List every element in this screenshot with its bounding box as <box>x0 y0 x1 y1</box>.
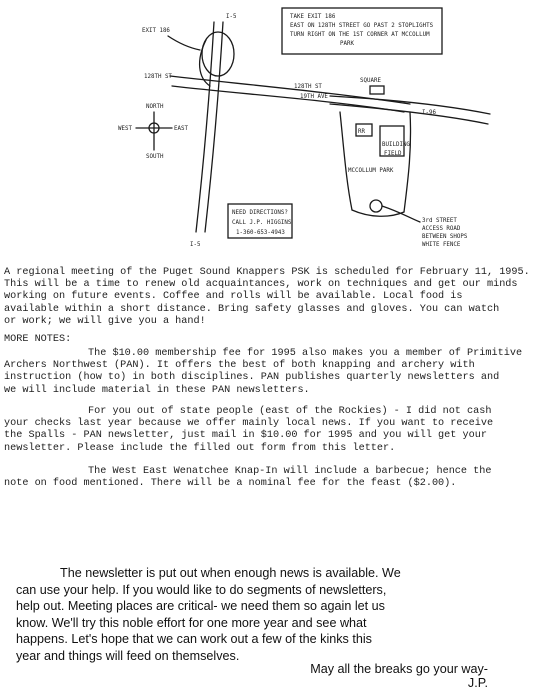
intro-line: A regional meeting of the Puget Sound Knappers PSK is scheduled for February 11, 1995. <box>4 267 530 278</box>
highway-south-line <box>330 104 488 124</box>
note-line: Archers Northwest (PAN). It offers the best of both knapping and archery with <box>4 360 475 372</box>
note-line: we will include material in these PAN newsletters. <box>4 384 310 396</box>
note-line: newsletter. Please include the filled out form from this letter. <box>4 442 396 454</box>
closing-line: happens. Let's hope that we can work out a few of the kinks this <box>16 632 372 647</box>
i5-freeway-west-line <box>196 22 214 232</box>
compass-north: NORTH <box>146 104 164 110</box>
compass-west: WEST <box>118 126 132 132</box>
park-marker <box>370 200 382 212</box>
exit-arrow <box>168 36 200 50</box>
note-line: the Spalls - PAN newsletter, just mail in $10.00 for 1995 and you will get your <box>4 430 487 442</box>
i5-south-label: I-5 <box>190 242 201 248</box>
street-128-sub-label: 19TH AVE <box>300 94 328 100</box>
park-label-rr: RR <box>358 129 365 135</box>
park-label-building: BUILDING <box>382 142 410 148</box>
park-road-west <box>340 112 352 210</box>
annotation-line-2: ACCESS ROAD <box>422 226 461 232</box>
signature: J.P. <box>467 676 488 690</box>
annotation-arrow <box>382 206 420 222</box>
signoff: May all the breaks go your way- <box>310 662 488 676</box>
intro-line: working on future events. Coffee and rolls will be available. Local food is <box>4 291 463 303</box>
closing-line: can use your help. If you would like to do segments of newsletters, <box>16 582 387 597</box>
intro-paragraph <box>4 267 548 328</box>
compass-east: EAST <box>174 126 188 132</box>
legend-line-3: TURN RIGHT ON THE 1ST CORNER AT MCCOLLUM <box>290 32 430 38</box>
note-knap-in <box>4 466 548 490</box>
closing-paragraph <box>16 565 516 665</box>
park-road-east <box>404 112 411 212</box>
annotation-line-3: BETWEEN SHOPS <box>422 234 468 240</box>
intro-line: available within a short distance. Bring safety glasses and gloves. You can watch <box>4 303 500 315</box>
park-label-field: FIELD <box>384 151 402 157</box>
directions-line-2: CALL J.P. HIGGINS <box>232 220 292 226</box>
note-line: The West East Wenatchee Knap-In will include a barbecue; hence the <box>88 466 492 477</box>
intro-line: This will be a time to renew old acquaintances, work on techniques and get our minds <box>4 279 518 291</box>
street-128-road-label: 128TH ST <box>294 84 322 90</box>
note-line: For you out of state people (east of the Rockies) - I did not cash <box>88 406 492 417</box>
annotation-line-4: WHITE FENCE <box>422 242 461 248</box>
legend-line-2: EAST ON 128TH STREET GO PAST 2 STOPLIGHTS <box>290 23 434 29</box>
note-out-of-state <box>4 406 548 455</box>
interchange-loop <box>202 32 234 76</box>
closing-line: know. We'll try this noble effort for one more year and see what <box>16 615 367 630</box>
more-notes-heading: MORE NOTES: <box>4 334 72 345</box>
street-128-west-label: 128TH ST <box>144 74 172 80</box>
i5-freeway-east-line <box>205 22 223 232</box>
exit-label: EXIT 186 <box>142 28 170 34</box>
square-marker <box>370 86 384 94</box>
square-label: SQUARE <box>360 78 381 84</box>
i5-north-label: I-5 <box>226 14 237 20</box>
compass-south: SOUTH <box>146 154 164 160</box>
note-line: instruction (how to) in both disciplines. PAN publishes quarterly newsletters and <box>4 372 500 384</box>
legend-line-4: PARK <box>340 41 354 47</box>
directions-map <box>0 0 550 262</box>
note-line: your checks last year because we offer mainly local news. If you want to receive <box>4 418 494 430</box>
highway-label: I-96 <box>422 110 436 116</box>
note-line: The $10.00 membership fee for 1995 also makes you a member of Primitive <box>88 348 523 359</box>
directions-line-1: NEED DIRECTIONS? <box>232 210 288 216</box>
park-label-mccollum: MCCOLLUM PARK <box>348 168 394 174</box>
closing-line: year and things will feed on themselves. <box>16 648 240 663</box>
note-line: note on food mentioned. There will be a nominal fee for the feast ($2.00). <box>4 478 457 490</box>
intro-line: or work; we will give you a hand! <box>4 315 206 327</box>
note-membership <box>4 348 548 397</box>
directions-line-3: 1-360-653-4943 <box>236 230 285 236</box>
closing-line: help out. Meeting places are critical- we need them so again let us <box>16 599 385 614</box>
legend-line-1: TAKE EXIT 186 <box>290 14 336 20</box>
closing-line: The newsletter is put out when enough news is available. We <box>60 566 401 580</box>
annotation-line-1: 3rd STREET <box>422 218 457 224</box>
